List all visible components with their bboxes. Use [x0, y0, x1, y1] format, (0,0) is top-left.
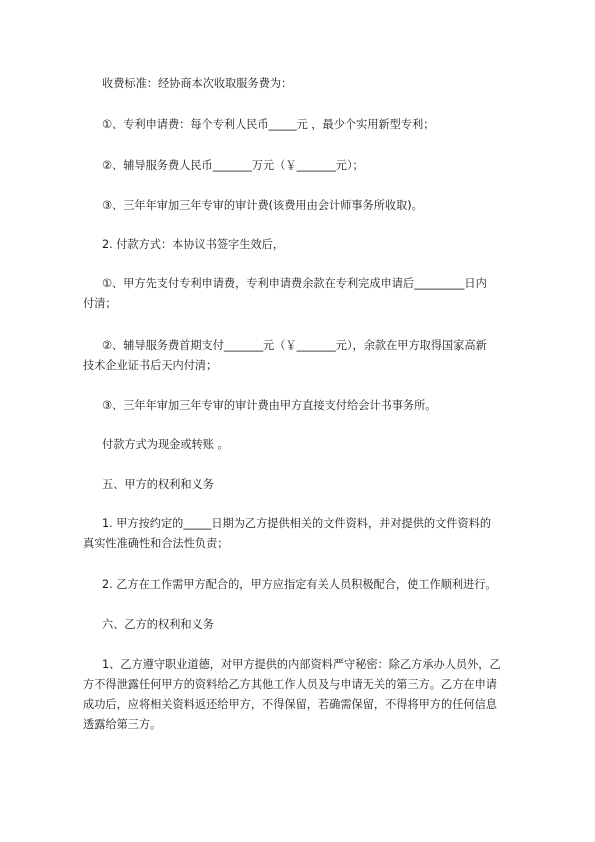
consulting-fee-payment-line-2: 技术企业证书后天内付清；	[83, 359, 218, 372]
patent-fee-payment-line-2: 付清；	[83, 297, 117, 310]
party-a-obligation-paragraph-1	[83, 514, 523, 554]
party-b-obligation-line-4: 透露给第三方。	[83, 718, 162, 731]
payment-method-heading: 2. 付款方式：本协议书签字生效后，	[102, 238, 285, 251]
party-b-obligation-line-3: 成功后，应将相关资料返还给甲方，不得保留，若确需保留，不得将甲方的任何信息	[83, 698, 497, 711]
party-b-obligation-line-1: 1、乙方遵守职业道德，对甲方提供的内部资料严守秘密：除乙方承办人员外，乙	[102, 658, 501, 671]
patent-fee-payment-paragraph	[83, 274, 523, 314]
party-a-obligation-paragraph-2: 2. 乙方在工作需甲方配合的，甲方应指定有关人员积极配合，使工作顺利进行。	[102, 578, 497, 591]
consulting-fee-payment-paragraph	[83, 336, 523, 376]
payment-form-paragraph: 付款方式为现金或转账 。	[102, 438, 229, 451]
party-a-obligation-line-2: 真实性准确性和合法性负责；	[83, 537, 229, 550]
section-five-heading: 五、甲方的权利和义务	[102, 478, 214, 491]
consulting-fee-payment-line-1: ②、辅导服务费首期支付_______元（￥_______元），余款在甲方取得国家高新	[102, 339, 487, 352]
party-b-obligation-line-2: 方不得泄露任何甲方的资料给乙方其他工作人员及与申请无关的第三方。乙方在申请	[83, 678, 497, 691]
section-six-heading: 六、乙方的权利和义务	[102, 618, 214, 631]
audit-fee-payment-paragraph: ③、三年年审加三年专审的审计费由甲方直接支付给会计书事务所。	[102, 399, 437, 412]
consulting-fee-item: ②、辅导服务费人民币_______万元（￥_______元）；	[102, 159, 364, 172]
party-a-obligation-line-1: 1. 甲方按约定的_____日期为乙方提供相关的文件资料，并对提供的文件资料的	[102, 517, 492, 530]
audit-fee-item: ③、三年年审加三年专审的审计费(该费用由会计师事务所收取)。	[102, 199, 423, 212]
party-b-obligation-paragraph	[83, 655, 523, 735]
patent-fee-item: ①、专利申请费：每个专利人民币_____元 ，最少个实用新型专利；	[102, 118, 435, 131]
patent-fee-payment-line-1: ①、甲方先支付专利申请费，专利申请费余款在专利完成申请后_________日内	[102, 277, 487, 290]
fee-standard-paragraph: 收费标准：经协商本次收取服务费为：	[102, 77, 293, 90]
